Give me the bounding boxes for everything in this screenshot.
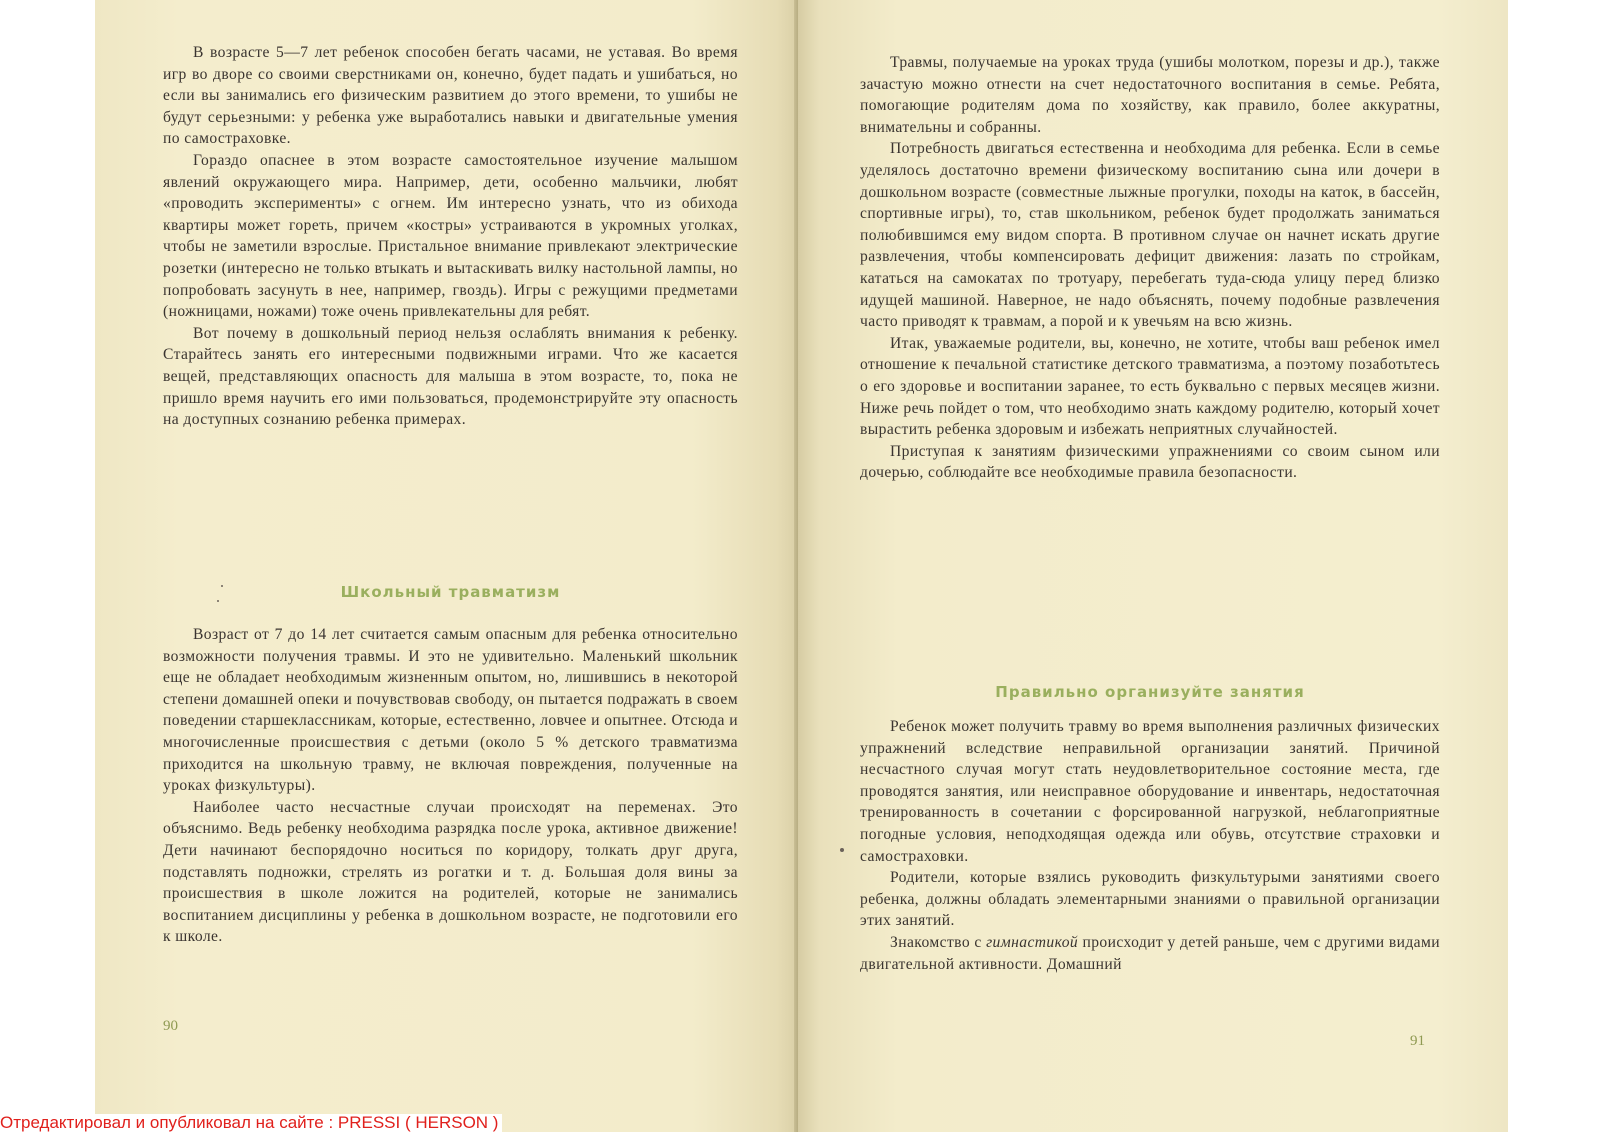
paragraph: Итак, уважаемые родители, вы, конечно, не хотите, чтобы ваш ребенок имел отношение к печальной статистике детского травматизма, а поэтому позаботьтесь о его здоровье и воспитании заранее, то есть буквально с первых месяцев жизни. Ниже речь пойдет о том, что необходимо знать каждому родителю, который хочет вырастить ребенка здоровым и избежать неприятных случайностей. <box>860 334 1440 439</box>
page-number-right: 91 <box>1410 1033 1425 1049</box>
paragraph: Потребность двигаться естественна и необходима для ребенка. Если в семье уделялось достаточно времени физическому воспитанию сына или дочери в дошкольном возрасте (совместные лыжные прогулки, походы на каток, в бассейн, спортивные игры), то, став школьником, ребенок будет продолжать заниматься полюбившимся ему видом спорта. В противном случае он начнет искать другие развлечения, чтобы компенсировать дефицит движения: лазать по стройкам, кататься на самокатах по тротуару, перебегать туда-сюда улицу перед близко идущей машиной. Наверное, не надо объяснять, почему подобные развлечения часто приводят к травмам, а порой и к увечьям на всю жизнь. <box>860 140 1440 331</box>
paragraph <box>860 932 1440 975</box>
text-run: Знакомство с <box>890 933 987 951</box>
paragraph: Травмы, получаемые на уроках труда (ушибы молотком, порезы и др.), также зачастую можно отнести на счет недостаточного воспитания в семье. Ребята, помогающие родителям дома по хозяйству, как правило, более аккуратны, внимательны и собранны. <box>860 54 1440 136</box>
paper-speck <box>221 585 223 587</box>
paragraph: Ребенок может получить травму во время выполнения различных физических упражнений вследствие неправильной организации занятий. Причиной несчастного случая могут стать неудовлетворительное состояние места, где проводятся занятия, или неисправное оборудование и инвентарь, недостаточная тренированность в сочетании с форсированной нагрузкой, неблагоприятные погодные условия, неподходящая одежда или обувь, отсутствие страховки и самостраховки. <box>860 718 1440 865</box>
italic-term: гимнастикой <box>986 933 1079 951</box>
paragraph: Родители, которые взялись руководить физкультурыми занятиями своего ребенка, должны обладать элементарными знаниями о правильной организации этих занятий. <box>860 869 1440 930</box>
paragraph: Возраст от 7 до 14 лет считается самым опасным для ребенка относительно возможности получения травмы. И это не удивительно. Маленький школьник еще не обладает необходимым жизненным опытом, но, лишившись в некоторой степени домашней опеки и почувствовав свободу, он пытается подражать в своем поведении старшеклассникам, которые, естественно, ловчее и опытнее. Отсюда и многочисленные происшествия с детьми (около 5 % детского травматизма приходится на школьную травму, не включая повреждения, полученные на уроках физкультуры). <box>163 626 738 795</box>
right-page <box>798 0 1508 1132</box>
footer-credit: Отредактировал и опубликовал на сайте : PRESSI ( HERSON ) <box>0 1114 502 1132</box>
text-run: происходит у детей раньше, чем с другими видами двигательной активности. Домашний <box>860 933 1441 973</box>
paragraph: Вот почему в дошкольный период нельзя ослаблять внимания к ребенку. Старайтесь занять его интересными подвижными играми. Что же касается вещей, представляющих опасность для малыша в этом возрасте, то, пока не пришло время научить его ими пользоваться, продемонстрируйте эту опасность на доступных сознанию ребенка примерах. <box>163 324 738 429</box>
right-bottom-text <box>860 716 1440 975</box>
page-number-left: 90 <box>163 1018 178 1034</box>
paragraph: Приступая к занятиям физическими упражнениями со своим сыном или дочерью, соблюдайте все необходимые правила безопасности. <box>860 442 1440 482</box>
paragraph: Наиболее часто несчастные случаи происходят на переменах. Это объяснимо. Ведь ребенку необходима разрядка после урока, активное движение! Дети начинают беспорядочно носиться по коридору, толкать друг друга, подставлять подножки, стрелять из рогатки и т. д. Большая доля вины за происшествия в школе ложится на родителей, которые не занимались воспитанием дисциплины у ребенка в дошкольном возрасте, не подготовили его к школе. <box>163 798 738 946</box>
section-heading-school-injuries: Школьный травматизм <box>340 583 561 601</box>
left-page <box>95 0 798 1132</box>
section-heading-organize-classes: Правильно организуйте занятия <box>995 683 1305 701</box>
paper-speck <box>840 848 844 852</box>
paragraph: В возрасте 5—7 лет ребенок способен бегать часами, не уставая. Во время игр во дворе со своими сверстниками он, конечно, будет падать и ушибаться, но если вы занимались его физическим развитием до этого времени, то ушибы не будут серьезными: у ребенка уже выработались навыки и двигательные умения по самостраховке. <box>163 44 738 148</box>
paper-speck <box>217 600 219 602</box>
paragraph: Гораздо опаснее в этом возрасте самостоятельное изучение малышом явлений окружающего мира. Например, дети, особенно мальчики, любят «проводить эксперименты» с огнем. Им интересно узнать, что из обихода квартиры может гореть, причем «костры» устраиваются в укромных уголках, чтобы не заметили взрослые. Пристальное внимание привлекают электрические розетки (интересно не только втыкать и вытаскивать вилку настольной лампы, но попробовать засунуть в нее, например, гвоздь). Игры с режущими предметами (ножницами, ножами) тоже очень привлекательны для ребят. <box>163 151 738 321</box>
left-top-text <box>163 42 738 431</box>
right-top-text <box>860 52 1440 484</box>
left-bottom-text <box>163 624 738 948</box>
